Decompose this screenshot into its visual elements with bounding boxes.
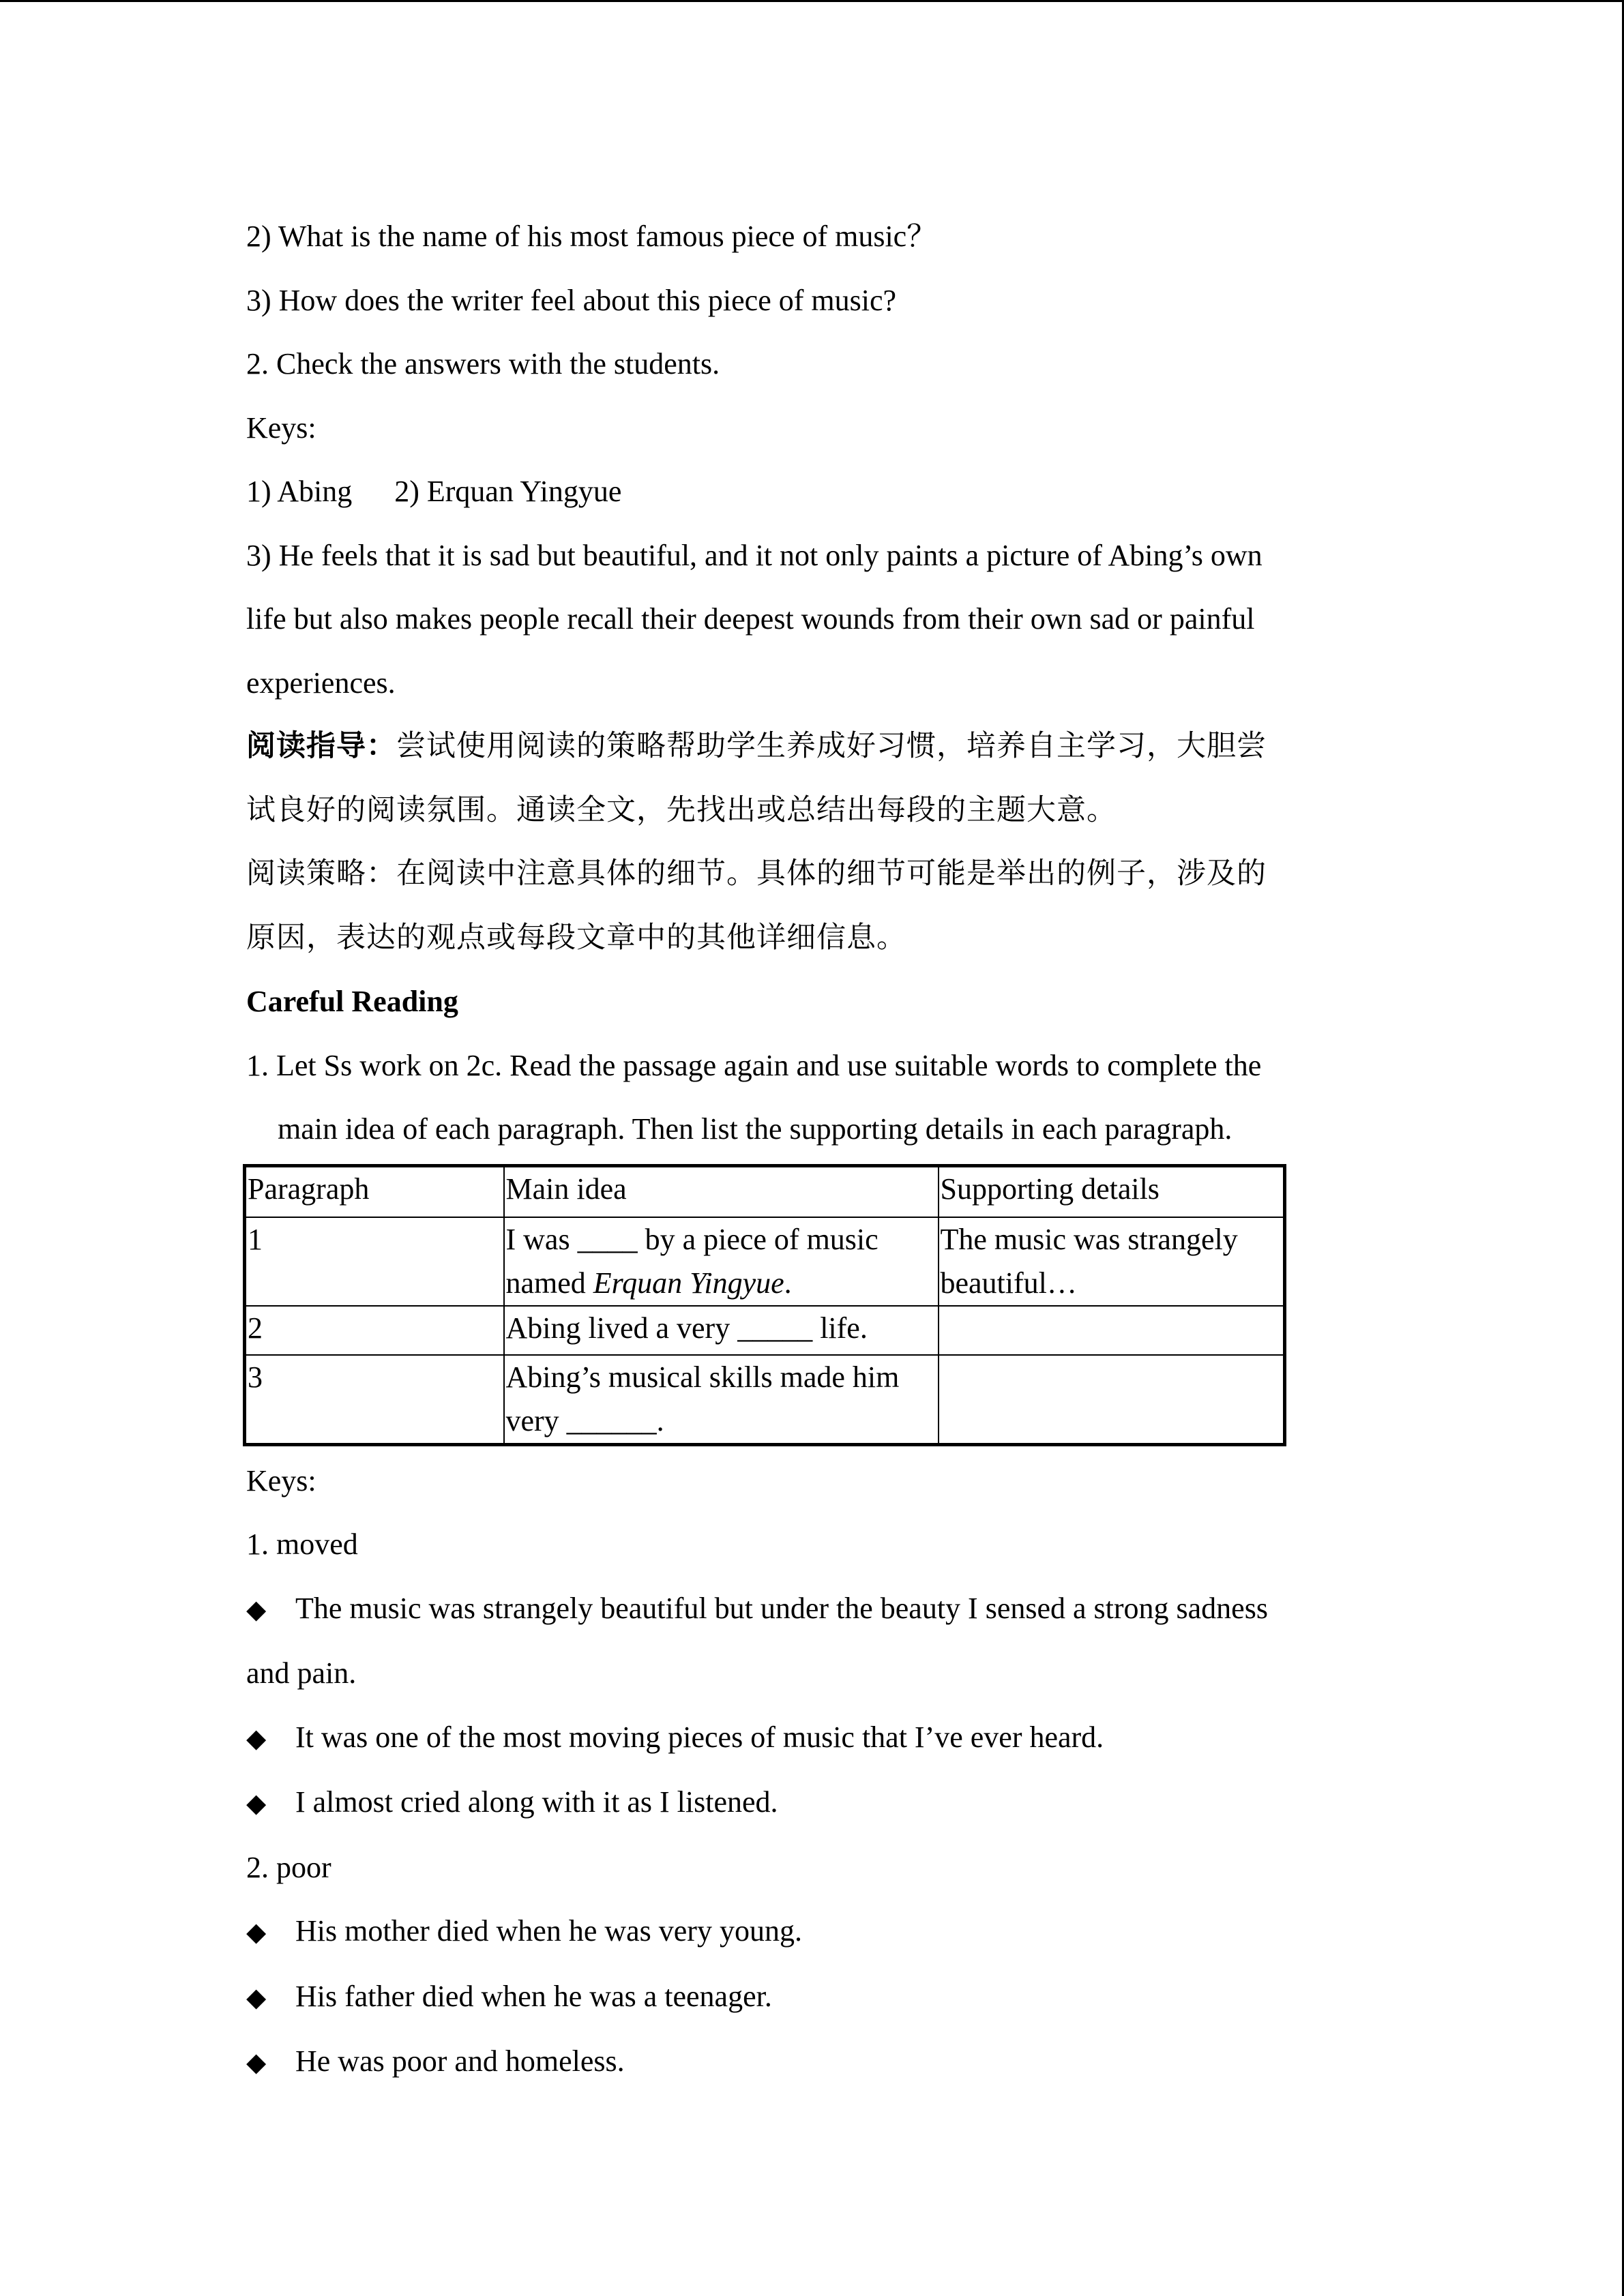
diamond-bullet-icon: ◆ (246, 1788, 267, 1818)
careful-reading-task-line-1: 1. Let Ss work on 2c. Read the passage again and use suitable words to complete the (246, 1048, 1262, 1082)
careful-reading-heading: Careful Reading (246, 985, 458, 1018)
answer-3-line-1: 3) He feels that it is sad but beautiful, and it not only paints a picture of Abing’s own (246, 538, 1263, 572)
main-idea-end: . (784, 1266, 792, 1300)
diamond-bullet-icon: ◆ (246, 1917, 267, 1947)
reading-guidance-line-2: 试良好的阅读氛围。通读全文，先找出或总结出每段的主题大意。 (246, 792, 1117, 827)
bullet-text: It was one of the most moving pieces of music that I’ve ever heard. (295, 1720, 1104, 1754)
reading-strategy-line-1: 阅读策略：在阅读中注意具体的细节。具体的细节可能是举出的例子，涉及的 (246, 856, 1267, 891)
paragraph-number-cell: 1 (245, 1217, 504, 1306)
bullet-text: His father died when he was a teenager. (295, 1979, 772, 2013)
answer-3-line-3: experiences. (246, 666, 396, 700)
table-row (245, 1306, 1285, 1355)
main-idea-cell: Abing’s musical skills made him very ______. (504, 1355, 939, 1445)
key-1: 1. moved (246, 1527, 358, 1561)
bullet-text: His mother died when he was very young. (295, 1914, 802, 1948)
main-idea-text: I was ____ by a piece of music named (505, 1222, 879, 1300)
diamond-bullet-icon: ◆ (246, 1723, 267, 1753)
answer-1: 1) Abing (246, 475, 353, 508)
table-header-row (245, 1165, 1285, 1217)
reading-guidance-text: 尝试使用阅读的策略帮助学生养成好习惯，培养自主学习，大胆尝 (396, 729, 1267, 763)
reading-strategy-line-2: 原因，表达的观点或每段文章中的其他详细信息。 (246, 920, 906, 955)
reading-guidance-label: 阅读指导： (246, 729, 396, 763)
diamond-bullet-icon: ◆ (246, 2047, 267, 2077)
supporting-details-cell (939, 1306, 1285, 1355)
reading-guidance-line-1 (246, 715, 1365, 779)
question-2: 2) What is the name of his most famous piece of music？ (246, 220, 937, 253)
careful-reading-task-line-2: main idea of each paragraph. Then list the supporting details in each paragraph. (278, 1112, 1232, 1146)
key-1-bullet-1-line-2: and pain. (246, 1656, 357, 1690)
question-3: 3) How does the writer feel about this piece of music? (246, 283, 897, 317)
main-idea-cell: Abing lived a very _____ life. (504, 1306, 939, 1355)
diamond-bullet-icon: ◆ (246, 1982, 267, 2012)
supporting-details-cell: The music was strangely beautiful… (939, 1217, 1285, 1306)
table-header-cell: Paragraph (245, 1165, 504, 1217)
bullet-text: He was poor and homeless. (295, 2044, 625, 2078)
bullet-text: I almost cried along with it as I listened. (295, 1785, 778, 1819)
key-1-bullet-3 (246, 1770, 1365, 1836)
key-2-bullet-1 (246, 1899, 1365, 1965)
table-header-cell: Main idea (504, 1165, 939, 1217)
diamond-bullet-icon: ◆ (246, 1594, 267, 1624)
check-answers-instruction: 2. Check the answers with the students. (246, 347, 720, 381)
key-1-bullet-1-line-1 (246, 1577, 1365, 1642)
paragraph-number-cell: 3 (245, 1355, 504, 1445)
key-2-bullet-2 (246, 1965, 1365, 2030)
paragraph-number-cell: 2 (245, 1306, 504, 1355)
answer-3-line-2: life but also makes people recall their deepest wounds from their own sad or painful (246, 602, 1255, 636)
supporting-details-cell (939, 1355, 1285, 1445)
main-idea-italic-title: Erquan Yingyue (593, 1266, 784, 1300)
keys-2-label: Keys: (246, 1463, 316, 1497)
table-row (245, 1355, 1285, 1445)
table-header-cell: Supporting details (939, 1165, 1285, 1217)
answer-2: 2) Erquan Yingyue (394, 475, 622, 508)
document-body (246, 205, 1365, 2095)
table-row (245, 1217, 1285, 1306)
key-2: 2. poor (246, 1850, 331, 1884)
key-1-bullet-2 (246, 1705, 1365, 1771)
keys-label: Keys: (246, 411, 316, 445)
bullet-text: The music was strangely beautiful but under the beauty I sensed a strong sadness (295, 1591, 1268, 1625)
answers-1-2 (246, 460, 1365, 524)
key-2-bullet-3 (246, 2029, 1365, 2095)
main-idea-table (243, 1164, 1286, 1446)
main-idea-cell (504, 1217, 939, 1306)
